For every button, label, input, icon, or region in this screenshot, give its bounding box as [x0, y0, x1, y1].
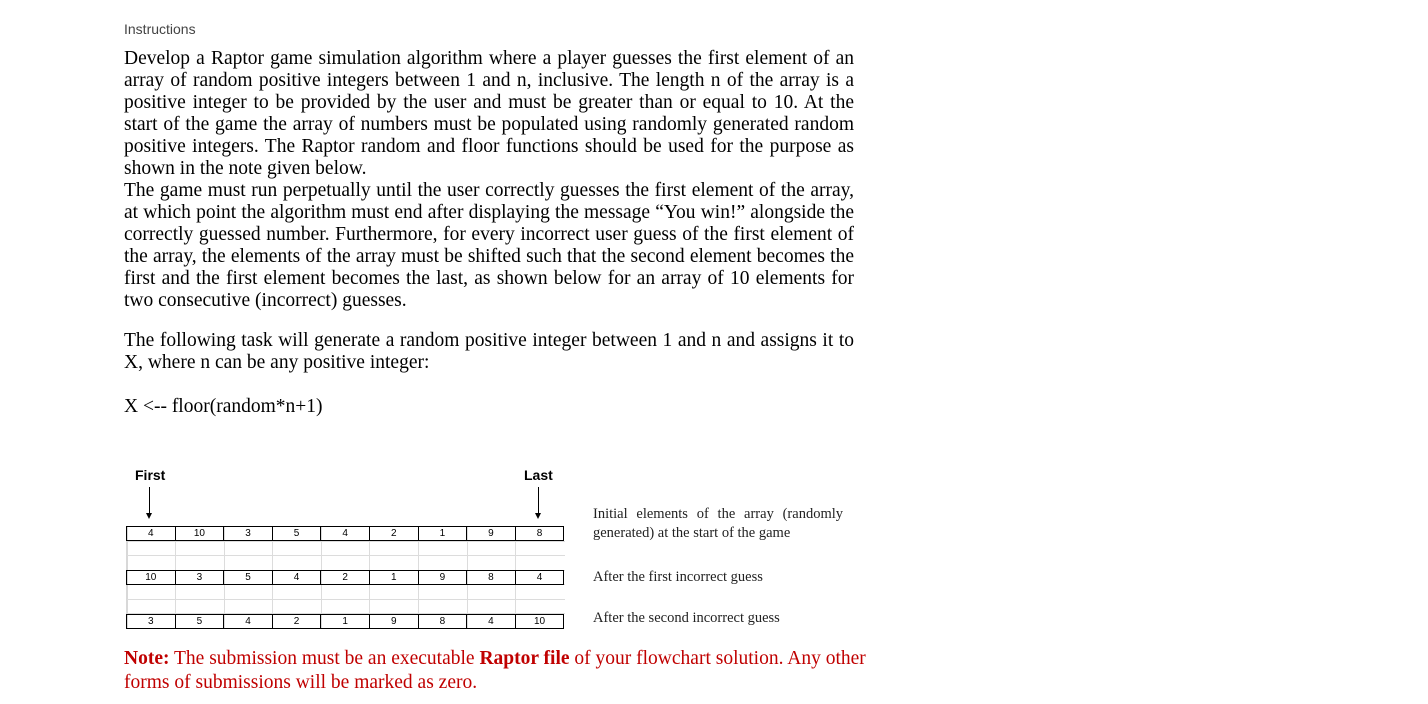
array-cell: 4 [127, 527, 176, 541]
caption-second-guess: After the second incorrect guess [593, 610, 780, 626]
array-cell: 4 [515, 571, 564, 585]
array-cell: 4 [272, 571, 321, 585]
array-cell: 3 [224, 527, 273, 541]
caption-initial: Initial elements of the array (randomly generated) at the start of the game [593, 506, 843, 541]
first-arrow-icon [149, 487, 150, 513]
array-cell: 1 [369, 571, 418, 585]
array-cell: 2 [272, 615, 321, 629]
instructions-heading: Instructions [124, 21, 196, 37]
array-cell: 9 [467, 527, 516, 541]
array-cell: 1 [418, 527, 467, 541]
array-cell: 5 [272, 527, 321, 541]
array-cell: 9 [418, 571, 467, 585]
array-cell: 3 [127, 615, 176, 629]
array-row-first-guess [126, 570, 564, 585]
caption-first-guess: After the first incorrect guess [593, 569, 763, 585]
array-cell: 8 [515, 527, 564, 541]
last-label: Last [524, 467, 553, 483]
array-cell: 9 [369, 615, 418, 629]
array-cell: 3 [175, 571, 224, 585]
note-label: Note: [124, 648, 170, 669]
array-cell: 4 [321, 527, 370, 541]
array-cell: 10 [127, 571, 176, 585]
array-cell: 2 [321, 571, 370, 585]
first-label: First [135, 467, 166, 483]
array-cell: 8 [467, 571, 516, 585]
note-text-after: of your flowchart solution. Any other forms of submissions will be marked as zero. [124, 648, 866, 693]
array-row-second-guess [126, 614, 564, 629]
paragraph-rules: The game must run perpetually until the user correctly guesses the first element of the array, at which point the algorithm must end after displaying the message “You win!” alongside the correctly guessed number. Furthermore, for every incorrect user guess of the first element of the array, the elements of the array must be shifted such that the second element becomes the first and the first element becomes the last, as shown below for an array of 10 elements for two consecutive (incorrect) guesses. [124, 180, 854, 311]
array-cell: 8 [418, 615, 467, 629]
last-arrow-icon [538, 487, 539, 513]
array-cell: 5 [224, 571, 273, 585]
note-emphasis: Raptor file [479, 648, 570, 669]
paragraph-random-task: The following task will generate a random positive integer between 1 and n and assigns it to X, where n can be any positive integer: [124, 330, 854, 373]
paragraph-description: Develop a Raptor game simulation algorithm where a player guesses the first element of an array of random positive integers between 1 and n, inclusive. The length n of the array is a positive integer to be provided by the user and must be greater than or equal to 10. At the start of the game the array of numbers must be populated using randomly generated random positive integers. The Raptor random and floor functions should be used for the purpose as shown in the note given below. [124, 48, 854, 179]
array-cell: 4 [467, 615, 516, 629]
array-cell: 5 [175, 615, 224, 629]
submission-note [124, 647, 884, 695]
array-cell: 1 [321, 615, 370, 629]
array-cell: 10 [175, 527, 224, 541]
note-text-before: The submission must be an executable [169, 648, 480, 669]
array-cell: 2 [369, 527, 418, 541]
formula: X <-- floor(random*n+1) [124, 396, 323, 417]
array-cell: 10 [515, 615, 564, 629]
array-cell: 4 [224, 615, 273, 629]
array-row-initial [126, 526, 564, 541]
